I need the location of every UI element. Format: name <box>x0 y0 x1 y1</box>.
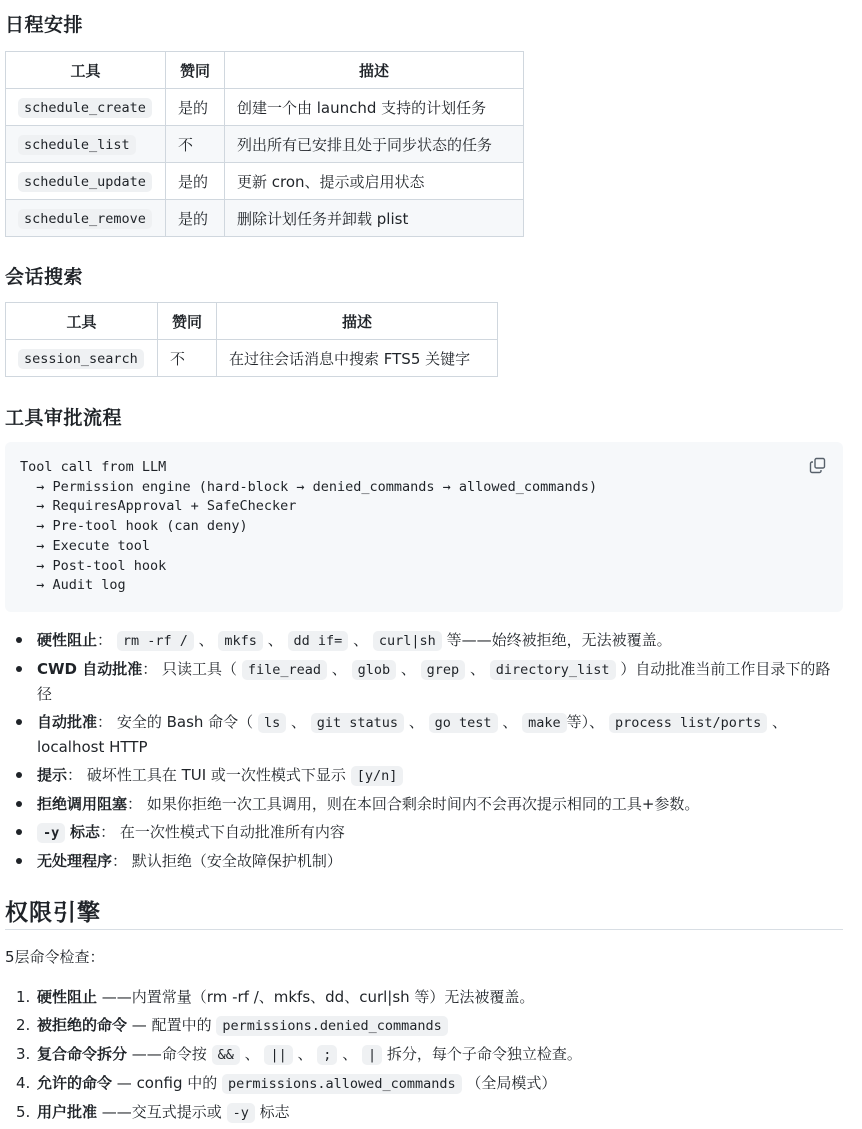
column-header-tool: 工具 <box>6 52 166 89</box>
colon: ： <box>100 823 116 841</box>
step-label: 被拒绝的命令 <box>37 1016 128 1034</box>
tool-code: file_read <box>242 660 327 680</box>
tool-code: grep <box>421 660 466 680</box>
bullet-text: 在一次性模式下自动批准所有内容 <box>119 823 345 841</box>
bullet-label: 拒绝调用阻塞 <box>37 795 128 813</box>
colon: ： <box>67 766 83 784</box>
command-code: go test <box>429 713 498 733</box>
column-header-approve: 赞同 <box>158 303 217 340</box>
command-code: curl|sh <box>373 631 442 651</box>
command-code: process list/ports <box>609 713 767 733</box>
step-text: （全局模式） <box>466 1074 557 1092</box>
bullet-label: 硬性阻止 <box>37 631 98 649</box>
desc-cell: 更新 cron、提示或启用状态 <box>225 163 524 200</box>
flag-code: -y <box>227 1103 255 1123</box>
list-item <box>37 849 843 873</box>
list-item <box>37 628 843 653</box>
column-header-approve: 赞同 <box>166 52 225 89</box>
command-code: ls <box>258 713 286 733</box>
step-text: ——交互式提示或 <box>101 1103 222 1121</box>
bullet-label: CWD 自动批准 <box>37 660 143 678</box>
operator-code: | <box>362 1045 382 1065</box>
permission-heading: 权限引擎 <box>5 900 101 926</box>
approve-cell: 是的 <box>166 200 225 237</box>
separator: 、 <box>267 631 283 649</box>
tool-code: glob <box>352 660 397 680</box>
bullet-text: ）自动批准当前工作目录下的路径 <box>37 660 831 703</box>
table-row <box>6 200 524 237</box>
session-table <box>5 302 498 377</box>
table-header-row <box>6 52 524 89</box>
step-number: 3. <box>16 1045 31 1063</box>
tool-name: schedule_update <box>18 172 152 192</box>
code-line: → Audit log <box>20 577 126 594</box>
tool-cell <box>6 126 166 163</box>
colon: ： <box>112 852 128 870</box>
heading-divider <box>5 929 843 930</box>
separator: 、 <box>400 660 416 678</box>
approval-flow-code-block <box>5 442 843 612</box>
permission-steps-list <box>5 985 843 1129</box>
code-line: → Post-tool hook <box>20 557 167 574</box>
bullet-text: 破坏性工具在 TUI 或一次性模式下显示 <box>86 766 346 784</box>
step-text: — 配置中的 <box>131 1016 212 1034</box>
code-line: → Pre-tool hook (can deny) <box>20 518 248 535</box>
separator: 、 <box>469 660 485 678</box>
list-item <box>37 710 843 759</box>
tool-name: schedule_create <box>18 98 152 118</box>
approve-cell: 不 <box>158 340 217 377</box>
step-text: 拆分，每个子命令独立检查。 <box>386 1045 582 1063</box>
list-item <box>37 820 843 845</box>
list-item <box>16 1100 843 1125</box>
desc-cell: 删除计划任务并卸载 plist <box>225 200 524 237</box>
copy-icon[interactable] <box>809 456 827 474</box>
separator: 、 <box>408 713 424 731</box>
bullet-label: 标志 <box>70 823 101 841</box>
code-line: → Execute tool <box>20 537 151 554</box>
desc-cell: 在过往会话消息中搜索 FTS5 关键字 <box>217 340 498 377</box>
tool-cell <box>6 200 166 237</box>
desc-cell: 创建一个由 launchd 支持的计划任务 <box>225 89 524 126</box>
flag-code: -y <box>37 823 65 843</box>
tool-name: schedule_remove <box>18 209 152 229</box>
config-code: permissions.denied_commands <box>216 1016 447 1036</box>
session-heading: 会话搜索 <box>5 266 84 288</box>
step-number: 2. <box>16 1016 31 1034</box>
step-text: — config 中的 <box>116 1074 218 1092</box>
list-item <box>16 1013 843 1038</box>
colon: ： <box>127 795 143 813</box>
schedule-heading: 日程安排 <box>5 14 84 36</box>
table-row <box>6 163 524 200</box>
table-header-row <box>6 303 498 340</box>
tool-cell <box>6 163 166 200</box>
approval-bullet-list <box>5 628 843 877</box>
command-code: mkfs <box>218 631 263 651</box>
tool-name: schedule_list <box>18 135 136 155</box>
approval-heading: 工具审批流程 <box>5 407 123 429</box>
code-line: Tool call from LLM <box>20 459 167 475</box>
table-row <box>6 126 524 163</box>
bullet-label: 自动批准 <box>37 713 98 731</box>
bullet-text: 等）、 <box>566 713 605 731</box>
permission-intro: 5层命令检查： <box>5 948 105 966</box>
config-code: permissions.allowed_commands <box>222 1074 462 1094</box>
colon: ： <box>142 660 158 678</box>
command-code: dd if= <box>288 631 349 651</box>
tool-code: directory_list <box>490 660 616 680</box>
list-item <box>16 1071 843 1096</box>
colon: ： <box>97 631 113 649</box>
bullet-text: localhost HTTP <box>37 738 148 756</box>
column-header-tool: 工具 <box>6 303 158 340</box>
code-line: → RequiresApproval + SafeChecker <box>20 498 297 515</box>
separator: 、 <box>290 713 306 731</box>
list-item <box>16 1042 843 1067</box>
step-number: 1. <box>16 988 31 1006</box>
approve-cell: 不 <box>166 126 225 163</box>
separator: 、 <box>297 1045 313 1063</box>
bullet-text: 只读工具（ <box>162 660 238 678</box>
table-row <box>6 89 524 126</box>
bullet-text: 默认拒绝（安全故障保护机制） <box>131 852 342 870</box>
step-text: ——内置常量（rm -rf /、mkfs、dd、curl|sh 等）无法被覆盖。 <box>101 988 535 1006</box>
separator: 、 <box>331 660 347 678</box>
approve-cell: 是的 <box>166 163 225 200</box>
step-number: 5. <box>16 1103 31 1121</box>
step-label: 复合命令拆分 <box>37 1045 128 1063</box>
prompt-code: [y/n] <box>351 766 404 786</box>
tool-name: session_search <box>18 349 144 369</box>
code-line: → Permission engine (hard-block → denied_commands → allowed_commands) <box>20 478 598 495</box>
step-number: 4. <box>16 1074 31 1092</box>
table-row <box>6 340 498 377</box>
separator: 、 <box>244 1045 260 1063</box>
desc-cell: 列出所有已安排且处于同步状态的任务 <box>225 126 524 163</box>
separator: 、 <box>353 631 369 649</box>
command-code: make <box>522 713 567 733</box>
approve-cell: 是的 <box>166 89 225 126</box>
step-text: ——命令按 <box>131 1045 207 1063</box>
schedule-table <box>5 51 524 237</box>
bullet-text: 等——始终被拒绝，无法被覆盖。 <box>446 631 672 649</box>
bullet-text: 安全的 Bash 命令（ <box>116 713 254 731</box>
list-item <box>37 763 843 788</box>
separator: 、 <box>342 1045 358 1063</box>
tool-cell <box>6 340 158 377</box>
list-item <box>16 985 843 1009</box>
command-code: rm -rf / <box>117 631 194 651</box>
step-text: 标志 <box>259 1103 290 1121</box>
separator: 、 <box>198 631 214 649</box>
list-item <box>37 792 843 816</box>
step-label: 允许的命令 <box>37 1074 113 1092</box>
tool-cell <box>6 89 166 126</box>
bullet-label: 提示 <box>37 766 68 784</box>
column-header-desc: 描述 <box>217 303 498 340</box>
operator-code: || <box>264 1045 292 1065</box>
list-item <box>37 657 843 706</box>
step-label: 用户批准 <box>37 1103 98 1121</box>
operator-code: ; <box>317 1045 337 1065</box>
step-label: 硬性阻止 <box>37 988 98 1006</box>
operator-code: && <box>212 1045 240 1065</box>
bullet-label: 无处理程序 <box>37 852 113 870</box>
colon: ： <box>97 713 113 731</box>
command-code: git status <box>311 713 404 733</box>
bullet-text: 如果你拒绝一次工具调用，则在本回合剩余时间内不会再次提示相同的工具+参数。 <box>146 795 700 813</box>
separator: 、 <box>772 713 788 731</box>
column-header-desc: 描述 <box>225 52 524 89</box>
separator: 、 <box>502 713 518 731</box>
